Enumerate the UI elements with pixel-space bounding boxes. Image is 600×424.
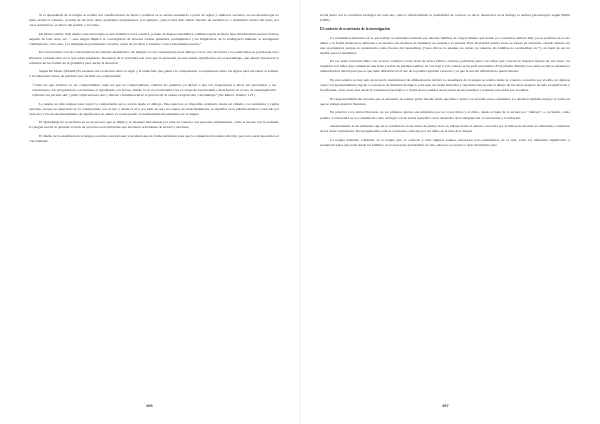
right-text-column (320, 13, 570, 152)
paragraph: El aprendizaje de la escritura no es un proceso que se limite y se adquiere únicamente por estar en contacto con personas alfabetizadas, como sí sucede con la oralidad. La lengua escrita se aprende a través de procesos socioculturales que involucra actividades de lectura y escritura. (29, 120, 279, 130)
paragraph: La lengua es más lenguas para lograr la comprensión en la acción desde el diálogo. Este ejercicio es imposible realizarlo desde un cilindro con resultados y reglas cerradas, porque un enunciado se va construyendo con el otro y desde el otro; por ende en solo no cuenta, no tiene finalmente, se significa en la palabra desde lo conocido por cada uno y en ese encadenamiento de significados se quiere va construyendo la indeterminación semántica de la lengua. (29, 101, 279, 116)
block-quote: “Cada vez que tenemos no ser comprendidos, cada vez que no comprendemos, citamos las palabras ya dichas o que nos proponemos a decir, los ejecutamos y las comentamos, nos preguntamos o aclaramos el significado y la forma. Dando lo no no-creatividad crea el riesgo de equivocidad y disociación en el uso, la metalingüística reflexiva nos permite dar y pedir explicaciones, dar y obtener claridad aclarar el proceso de la mutua comprensión y del diálogo” (De Mauro, Ibidem: 123 ) (32, 82, 276, 97)
paragraph: La lengua primaria, cotidiana, es la lengua que ya conocen y sabe algunos asuntos necesarios para entendernos en el aula, sobre los diferentes significados y pronunciaciones que traen desde las familias, no es necesario profundizar en ella, entonces se recurre a otras disciplinas para (320, 137, 570, 147)
page-number: 497 (442, 403, 449, 408)
page-number: 496 (146, 403, 153, 408)
paragraph: Es responsabilidad del docente que se encuentra en primer grado decidir desde qué marco teórico se abordan estos contenidos. La decisión también incluye la forma en que se trabaja desde la literatura. (320, 96, 570, 106)
right-page (300, 0, 600, 424)
paragraph: En este sentido no hay aún un proyecto institucional de alfabetización inicial. La enseñanza de la lengua se realiza desde el contexto conocido por el niño, en algunos casos con apresuramiento, ligado a conceptos de madurez biológica, para qué, de forma metódica y repetitiva incorporan el dibujo de las letras dejando de lado el significado y la reflexión, otras veces está desde la conciencia fonológica, a través de los sonidos de las letras en sus nombres y palabras conocidas por los niños. (320, 78, 570, 93)
paragraph: La comunidad educativa en la que trabajo se encuentra formada por muchas familias de origen chileno que tienen por costumbre utilizar muy pocas palabras en el uso diario o la forma dialectal es diferente a la nuestra, sus maneras de enumerar se resaltan a la escuela. Esta diversidad resulta veces se tornan en obstáculo cuando debería ser una oportunidad, porque es considerada como fracaso del aprendizaje (“esos chicos no pueden, no saben, no quieren, las familias no acompañan, etc.”), en lugar de ser un desafío para la enseñanza. (320, 35, 570, 55)
paragraph: Si el aprendizaje de la lengua se realiza con clasificaciones de letras o palabras se le estaría enseñando a partir de reglas y símbolos cerrados, en esa metodología no tiene cavida el contexto. A partir de un texto dado, podríamos preguntarnos, por ejemplo, ¿qué es más útil? relizar listados de sustantivos, o sustituirlos dentro del texto, por otros sustantivos, en busca del sentido y la forma. (29, 13, 279, 28)
section-heading: El contexto de ocurrencia de la investigación (320, 26, 390, 31)
paragraph: Según De Mauro (ibidem) Es bastante sus la relación entre el signo y el enunciado que guían a la comprensión, la experiencia entre los signos para encontrar el sentido, y las diferentes clases de palabras para facilitar esa comprensión: (29, 69, 279, 79)
paragraph: De Mauro (idem: 106) explica que una lengua es una semiótica nova creativa, porque de manera sistemática combina reglas erróneas fijas introduciendo nuevas formas, dejando de lado otras, etc. “...una lengua implica la convergencia de diversas formas generales, prelingüística y no lingüísticas, de la inteligencia humana: la inteligencia combinatoria, claro está, y la inteligencia propiamente creativa, capaz de producir y entender cosas radicalmente nuevas.” (29, 31, 279, 46)
paragraph: En los aulas conviven niños con accesos variados a todo clase de textos (libros, revistas, películas) junto con niños que carecen de material letrado en sus casas; los segundos son niños que comunican una frase a través de palabras sueltas, en voz baja y sólo cuando se les pide que hablen. El problema dialéctico se centra es llevar adelante la alfabetización inicial para que el que tiene dificultad en el uso de la palabra aprenda a hacerlo y el que la usa sin dificultad no pierda interés. (320, 59, 570, 74)
paragraph: En concordancia con las características del cilindro matemático, las lenguas se van construyendo en el diálogo con el otro; las frases y los enunciados se posicionan en la situación comunicativa en la que están surgiendo. Necesitan de la actividad real para que la ejecución escolar resulte significativa en el aprendizaje, que deberá involucrar la reflexión en las formas de la gramática para anclar la situación. (29, 50, 279, 65)
left-text-column (29, 13, 279, 148)
paragraph: El diseño de la enseñanza de la lengua se realice asociaciones y sustituciones de forma pertinente para que la comunicación resulte efectiva, para esto serán necesarios el conocimiento (29, 134, 279, 144)
paragraph: En relación a los textos literarios, en los primeros grados son utilizados por los roces libros y el ritmo, desde el lugar de la lectura por “disfrute”, o, inclusive, como premio. La literatura no es considerada como un lugar con un status específico en el desarrollo de la imaginación, la autonomía y la reflexión. (320, 110, 570, 120)
paragraph: social junto con la condición biológica de cada uno, para ir transformando la posibilidad de conocer, es decir, desarrollar en el diálogo la aptitud gnoseológica según Bajtín (1995). (320, 13, 570, 23)
paragraph: Anteriormente se ha planteado que en la actualidad, en las aulas de primer ciclo se trabaja desde el entorno conocido por el niño para abordar los diferentes contenidos de las áreas curriculares. Nos preguntamos cuál es el entorno conocido por los niños en el área de la lengua. (320, 124, 570, 134)
